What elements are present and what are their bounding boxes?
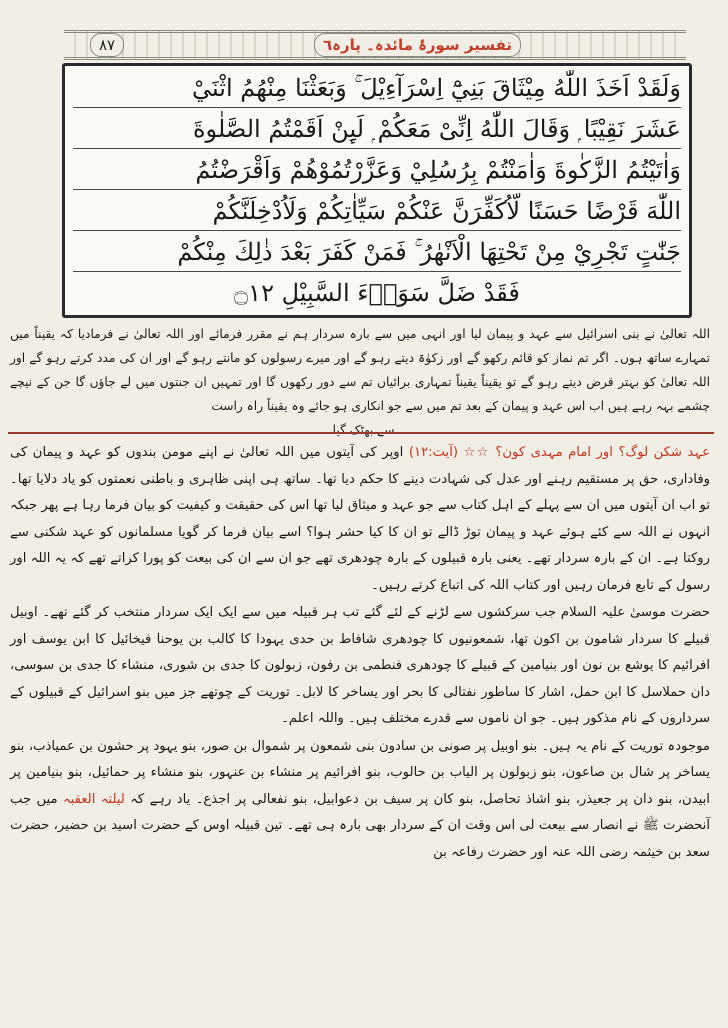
- page-number: ٨٧: [90, 33, 124, 57]
- commentary-paragraph: حضرت موسیٰ علیہ السلام جب سرکشوں سے لڑنے کے لئے گئے تب ہر قبیلہ میں سے ایک ایک سردار منتخب کر گئے تھے۔ اوبیل قبیلے کا سردار شامون بن اکون تھا، شمعونیوں کا چودھری شافاط بن حدی یہودا کا کالب بن یوحنا فیخائیل کا ابن یوسف اور افرائیم کا یوشع بن نون اور بنیامین کے قبیلے کا چودھری فنطمی بن رفون، زبولون کا جدی بن شوری، منشاء کا جدی بن سوسی، دان حملاسل کا ابن حمل، اشار کا ساطور نفتالی کا بحر اور یساخر کا لابل۔ توریت کے چوتھے جز میں بنو اسرائیل کے قبیلوں کے سرداروں کے نام مذکور ہیں۔ جو ان ناموں سے قدرے مختلف ہیں۔ واللہ اعلم۔: [10, 605, 710, 726]
- verse-line: وَاٰتَيْتُمُ الزَّكٰوةَ وَاٰمَنْتُمْ بِرُسُلِيْ وَعَزَّرْتُمُوْهُمْ وَاَقْرَضْتُمُ: [73, 152, 681, 190]
- commentary-paragraph: [10, 734, 710, 867]
- verse-line: فَقَدْ ضَلَّ سَوَاۗءَ السَّبِيْلِ ۝١٢: [234, 279, 520, 307]
- verse-line: اللّٰهَ قَرْضًا حَسَنًا لَّاُكَفِّرَنَّ عَنْكُمْ سَيِّاٰتِكُمْ وَلَاُدْخِلَنَّكُمْ: [73, 193, 681, 231]
- section-heading: عہد شکن لوگ؟ اور امام مہدی کون؟: [495, 445, 710, 460]
- section-divider: [8, 432, 714, 434]
- paragraph-text: موجودہ توریت کے نام یہ ہیں۔ بنو اوبیل پر صونی بن سادون بنی شمعون پر شموال بن صور، بنو یہود پر حشون بن عمیاذب، بنو یساخر پر شال بن صاعون، بنو زبولون پر الیاب بن حالوب، بنو افرائیم پر منشاء بن عنہور، بنو منشاء پر حمائیل، بنو بنیامین پر ابیدن، بنو دان پر جعیذر، بنو اشاذ تحاصل، بنو کان پر سیف بن دعوابیل، بنو نفعالی پر اجذع۔ یاد رہے کہ: [10, 738, 710, 807]
- paragraph-text: اوپر کی آیتوں میں اللہ تعالیٰ نے اپنے مومن بندوں کو عہد و پیمان کی وفاداری، حق پر مستقیم رہنے اور عدل کی شہادت دینے کا حکم دیا تھا۔ ساتھ ہی اپنی ظاہری و باطنی نعمتوں کو یاد دلایا تھا۔ تو اب ان آیتوں میں ان سے پہلے کے اہل کتاب سے جو عہد و میثاق لیا تھا اس کی حقیقت و کیفیت کو بیان فرما رہا ہے پھر جبکہ انہوں نے اللہ سے کئے ہوئے عہد و پیمان توڑ ڈالے تو ان کا کیا حشر ہوا؟ اسے بیان فرما کر گویا مسلمانوں کو عہد شکنی سے روکتا ہے۔ ان کے بارہ سردار تھے۔ یعنی بارہ قبیلوں کے بارہ چودھری تھے جو ان سے ان کی بیعت کو پورا کراتے تھے کہ یہ اللہ اور رسول کے تابع فرمان رہیں اور کتاب اللہ کی اتباع کرتے رہیں۔: [10, 445, 710, 593]
- ayah-reference: ☆☆ (آیت:١٢): [408, 445, 490, 460]
- verse-line: وَلَقَدْ اَخَذَ اللّٰهُ مِيْثَاقَ بَنِيْٓ اِسْرَآءِيْلَ ۚ وَبَعَثْنَا مِنْهُمُ اثْنَيْ: [73, 70, 681, 108]
- quran-verse-box: [62, 63, 692, 318]
- page-header: [64, 30, 686, 60]
- verse-line: عَشَرَ نَقِيْبًا ۭ وَقَالَ اللّٰهُ اِنِّىْ مَعَكُمْ ۭ لَىِٕنْ اَقَمْتُمُ الصَّلٰوةَ: [73, 111, 681, 149]
- commentary-paragraph: [10, 440, 710, 599]
- paragraph-text: میں جب آنحضرت ﷺ نے انصار سے بیعت لی اس وقت ان کے سردار بھی بارہ ہی تھے۔ تین قبیلہ اوس کے حضرت اسید بن حضیر، حضرت سعد بن خیثمہ رضی اللہ عنہ اور حضرت رفاعہ بن: [10, 791, 710, 860]
- surah-title: تفسیر سورۂ مائدہ۔ پارہ٦: [314, 33, 521, 57]
- commentary: [10, 440, 710, 867]
- highlighted-term: لیلتہ العقبہ: [62, 791, 125, 807]
- translation-text: اللہ تعالیٰ نے بنی اسرائیل سے عہد و پیمان لیا اور انہی میں سے بارہ سردار ہم نے مقرر فرمائے اور اللہ تعالیٰ نے فرمادیا کہ یقیناً میں تمہارے ساتھ ہوں۔ اگر تم نماز کو قائم رکھو گے اور زکوٰۃ دیتے رہو گے اور میرے رسولوں کو مانتے رہو گے اور ان کی مدد کرتے رہو گے اور اللہ تعالیٰ کو بہتر قرض دیتے رہو گے تو یقیناً یقیناً تمہاری برائیاں تم سے دور رکھوں گا اور تمہیں ان جنتوں میں لے جاؤں گا جن کے نیچے چشمے بہہ رہے ہیں اب اس عہد و پیمان کے بعد تم میں سے جو انکاری ہو جائے وہ یقیناً راہ راست: [10, 327, 710, 413]
- verse-line: جَنّٰتٍ تَجْرِيْ مِنْ تَحْتِهَا الْاَنْهٰرُ ۚ فَمَنْ كَفَرَ بَعْدَ ذٰلِكَ مِنْكُمْ: [73, 234, 681, 272]
- verse-translation: [10, 322, 710, 442]
- translation-tail: سے بھٹک گیا۔: [325, 423, 395, 437]
